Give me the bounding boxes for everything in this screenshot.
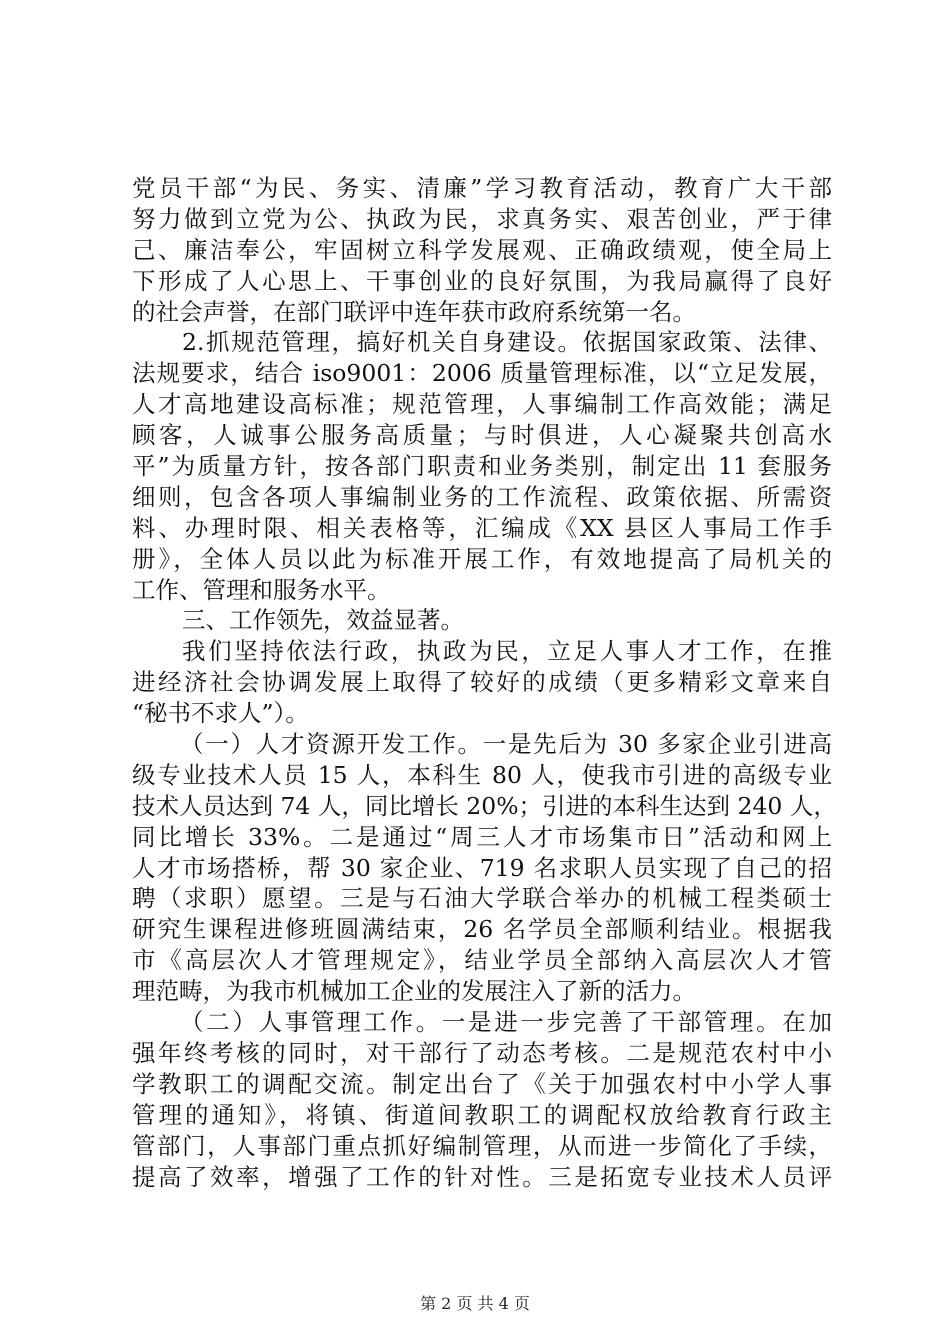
text-line: 己、廉洁奉公，牢固树立科学发展观、正确政绩观，使全局上 <box>132 235 832 264</box>
text-line: 党员干部“为民、务实、清廉”学习教育活动，教育广大干部 <box>132 174 832 202</box>
text-line: “秘书不求人”）。 <box>132 699 309 728</box>
page-number: 第 2 页 共 4 页 <box>420 1294 530 1313</box>
text-line: 学教职工的调配交流。制定出台了《关于加强农村中小学人事 <box>132 1069 832 1098</box>
text-line: 工作、管理和服务水平。 <box>132 575 391 604</box>
text-line: 下形成了人心思上、干事创业的良好氛围，为我局赢得了良好 <box>132 266 832 295</box>
text-line: 2.抓规范管理，搞好机关自身建设。依据国家政策、法律、 <box>182 328 832 357</box>
text-line: 料、办理时限、相关表格等，汇编成《XX 县区人事局工作手 <box>132 513 832 542</box>
text-line: 人才市场搭桥，帮 30 家企业、719 名求职人员实现了自己的招 <box>132 853 832 882</box>
text-line: 技术人员达到 74 人，同比增长 20%；引进的本科生达到 240 人， <box>132 791 837 820</box>
text-line: 级专业技术人员 15 人，本科生 80 人，使我市引进的高级专业 <box>132 760 832 789</box>
text-line: 同比增长 33%。二是通过“周三人才市场集市日”活动和网上 <box>132 822 832 851</box>
text-line: 的社会声誉，在部门联评中连年获市政府系统第一名。 <box>132 297 696 326</box>
text-line: 提高了效率，增强了工作的针对性。三是拓宽专业技术人员评 <box>132 1162 832 1191</box>
text-line: 细则，包含各项人事编制业务的工作流程、政策依据、所需资 <box>132 482 832 511</box>
text-line: （一）人才资源开发工作。一是先后为 30 多家企业引进高 <box>180 730 832 759</box>
text-line: 册》，全体人员以此为标准开展工作，有效地提高了局机关的 <box>132 544 832 573</box>
text-line: 强年终考核的同时，对干部行了动态考核。二是规范农村中小 <box>132 1038 832 1067</box>
text-line: 顾客，人诚事公服务高质量；与时俱进，人心凝聚共创高水 <box>132 421 832 450</box>
text-line: 市《高层次人才管理规定》，结业学员全部纳入高层次人才管 <box>132 946 832 975</box>
section-heading: 三、工作领先，效益显著。 <box>182 606 464 635</box>
text-line: 人才高地建设高标准；规范管理，人事编制工作高效能；满足 <box>132 390 832 419</box>
text-line: 管理的通知》，将镇、街道间教职工的调配权放给教育行政主 <box>132 1100 832 1129</box>
text-line: 努力做到立党为公、执政为民，求真务实、艰苦创业，严于律 <box>132 204 832 233</box>
text-line: 平”为质量方针，按各部门职责和业务类别，制定出 11 套服务 <box>132 452 832 481</box>
page-footer <box>0 1294 950 1314</box>
text-line: 我们坚持依法行政，执政为民，立足人事人才工作，在推 <box>182 637 832 666</box>
text-line: 研究生课程进修班圆满结束，26 名学员全部顺利结业。根据我 <box>132 915 832 944</box>
text-line: 理范畴，为我市机械加工企业的发展注入了新的活力。 <box>132 977 696 1006</box>
text-line: 进经济社会协调发展上取得了较好的成绩（更多精彩文章来自 <box>132 668 832 697</box>
text-line: （二）人事管理工作。一是进一步完善了干部管理。在加 <box>180 1008 832 1037</box>
text-line: 管部门，人事部门重点抓好编制管理，从而进一步简化了手续， <box>132 1131 832 1160</box>
document-body <box>132 173 837 1192</box>
text-line: 法规要求，结合 iso9001：2006 质量管理标准，以“立足发展， <box>132 359 832 388</box>
text-line: 聘（求职）愿望。三是与石油大学联合举办的机械工程类硕士 <box>132 884 832 913</box>
